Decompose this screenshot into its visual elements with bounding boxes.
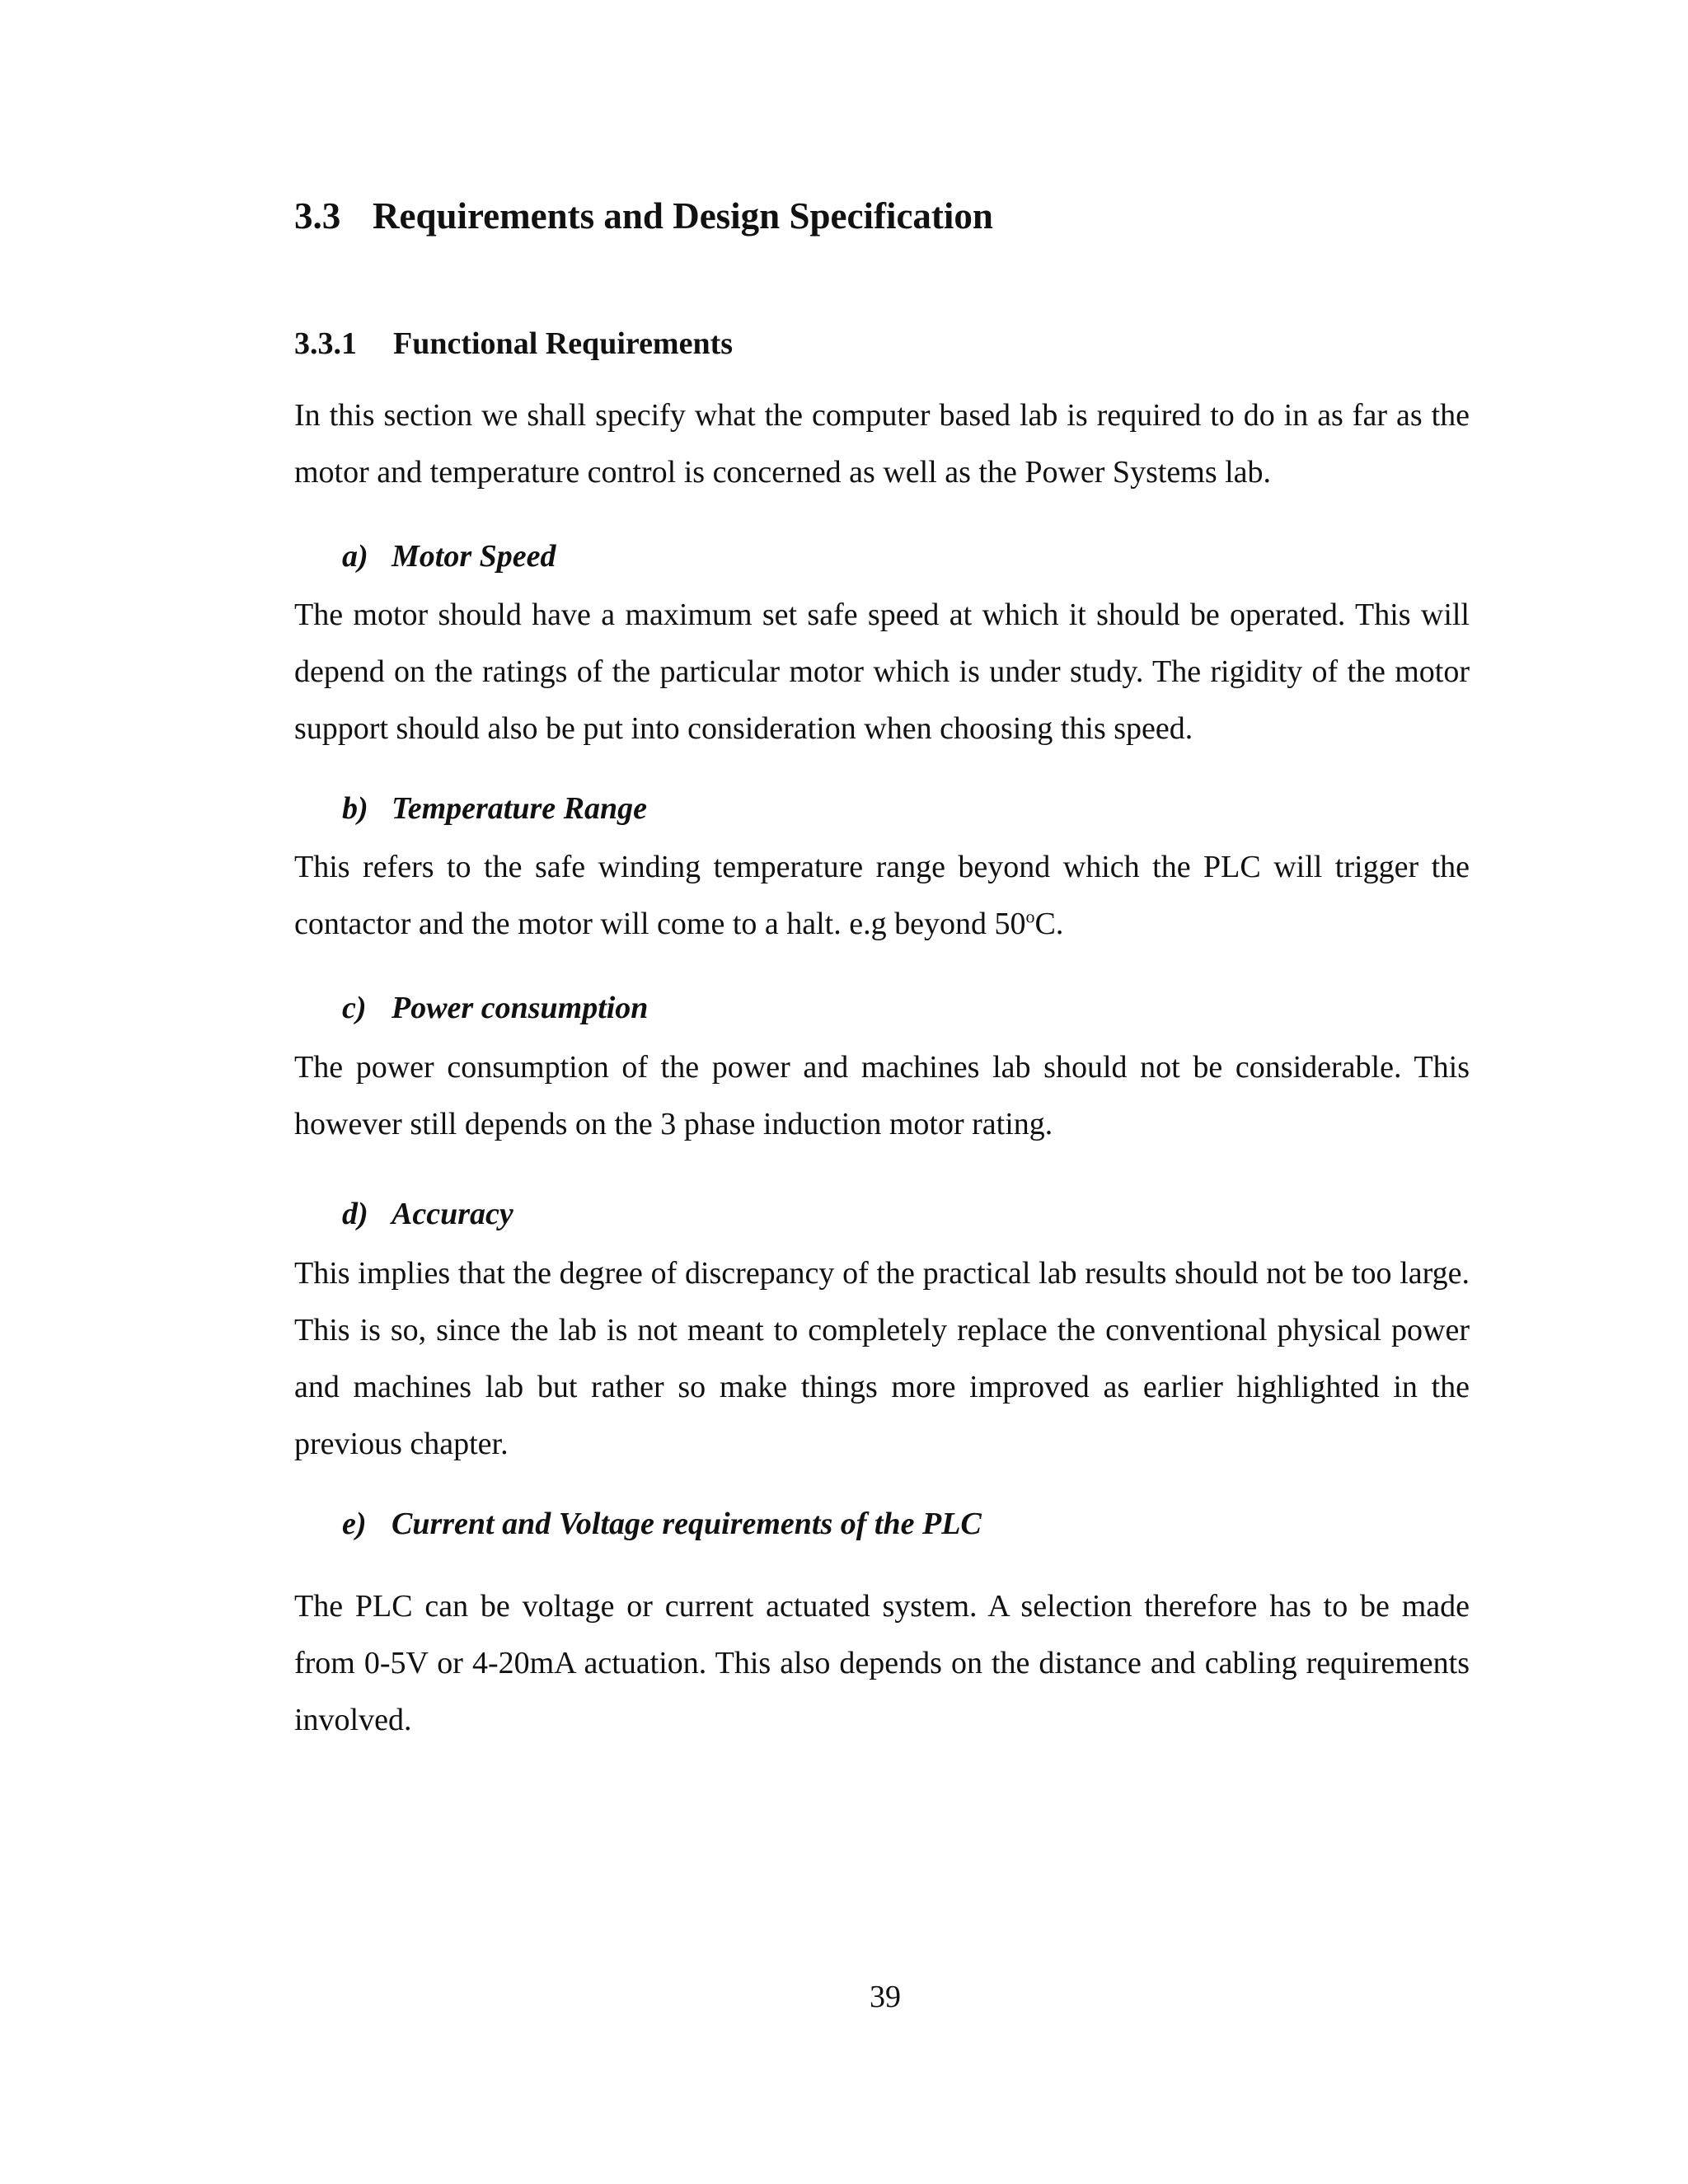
paragraph-current-voltage: The PLC can be voltage or current actuated system. A selection therefore has to be made from 0-5V or 4-20mA actuation. This also depends on the distance and cabling requirements involved. (294, 1589, 1470, 1737)
item-title: Temperature Range (392, 791, 647, 826)
degree-superscript: o (1025, 906, 1035, 927)
paragraph-temperature-range (294, 839, 1470, 953)
item-title: Accuracy (392, 1197, 513, 1231)
temperature-text: This refers to the safe winding temperature range beyond which the PLC will trigger the contactor and the motor will come to a halt. e.g beyond 50 (294, 850, 1470, 941)
item-heading-current-voltage (342, 1502, 982, 1546)
item-heading-temperature-range (342, 786, 647, 831)
item-marker: b) (342, 791, 368, 826)
section-heading (294, 190, 993, 242)
section-title: Requirements and Design Specification (373, 195, 993, 237)
temperature-unit: C. (1034, 907, 1064, 941)
intro-paragraph: In this section we shall specify what the computer based lab is required to do in as far as the motor and temperature control is concerned as well as the Power Systems lab. (294, 398, 1470, 490)
item-title: Motor Speed (392, 539, 556, 574)
item-heading-power-consumption (342, 986, 648, 1030)
item-marker: c) (342, 991, 367, 1025)
paragraph-power-consumption: The power consumption of the power and machines lab should not be considerable. This however still depends on the 3 phase induction motor rating. (294, 1050, 1470, 1141)
item-marker: d) (342, 1197, 368, 1231)
item-heading-accuracy (342, 1192, 513, 1236)
item-title: Current and Voltage requirements of the PLC (392, 1507, 982, 1541)
subsection-heading (294, 321, 733, 366)
section-number: 3.3 (294, 195, 341, 237)
subsection-number: 3.3.1 (294, 326, 357, 361)
item-title: Power consumption (392, 991, 649, 1025)
item-marker: a) (342, 539, 368, 574)
item-heading-motor-speed (342, 534, 556, 579)
item-marker: e) (342, 1507, 367, 1541)
paragraph-motor-speed: The motor should have a maximum set safe speed at which it should be operated. This will depend on the ratings of the particular motor which is under study. The rigidity of the motor support should also be put into consideration when choosing this speed. (294, 598, 1470, 746)
paragraph-accuracy: This implies that the degree of discrepancy of the practical lab results should not be too large. This is so, since the lab is not meant to completely replace the conventional physical power and machines lab but rather so make things more improved as earlier highlighted in the previous chapter. (294, 1256, 1470, 1461)
page-number: 39 (870, 1980, 901, 2014)
subsection-title: Functional Requirements (393, 326, 734, 361)
